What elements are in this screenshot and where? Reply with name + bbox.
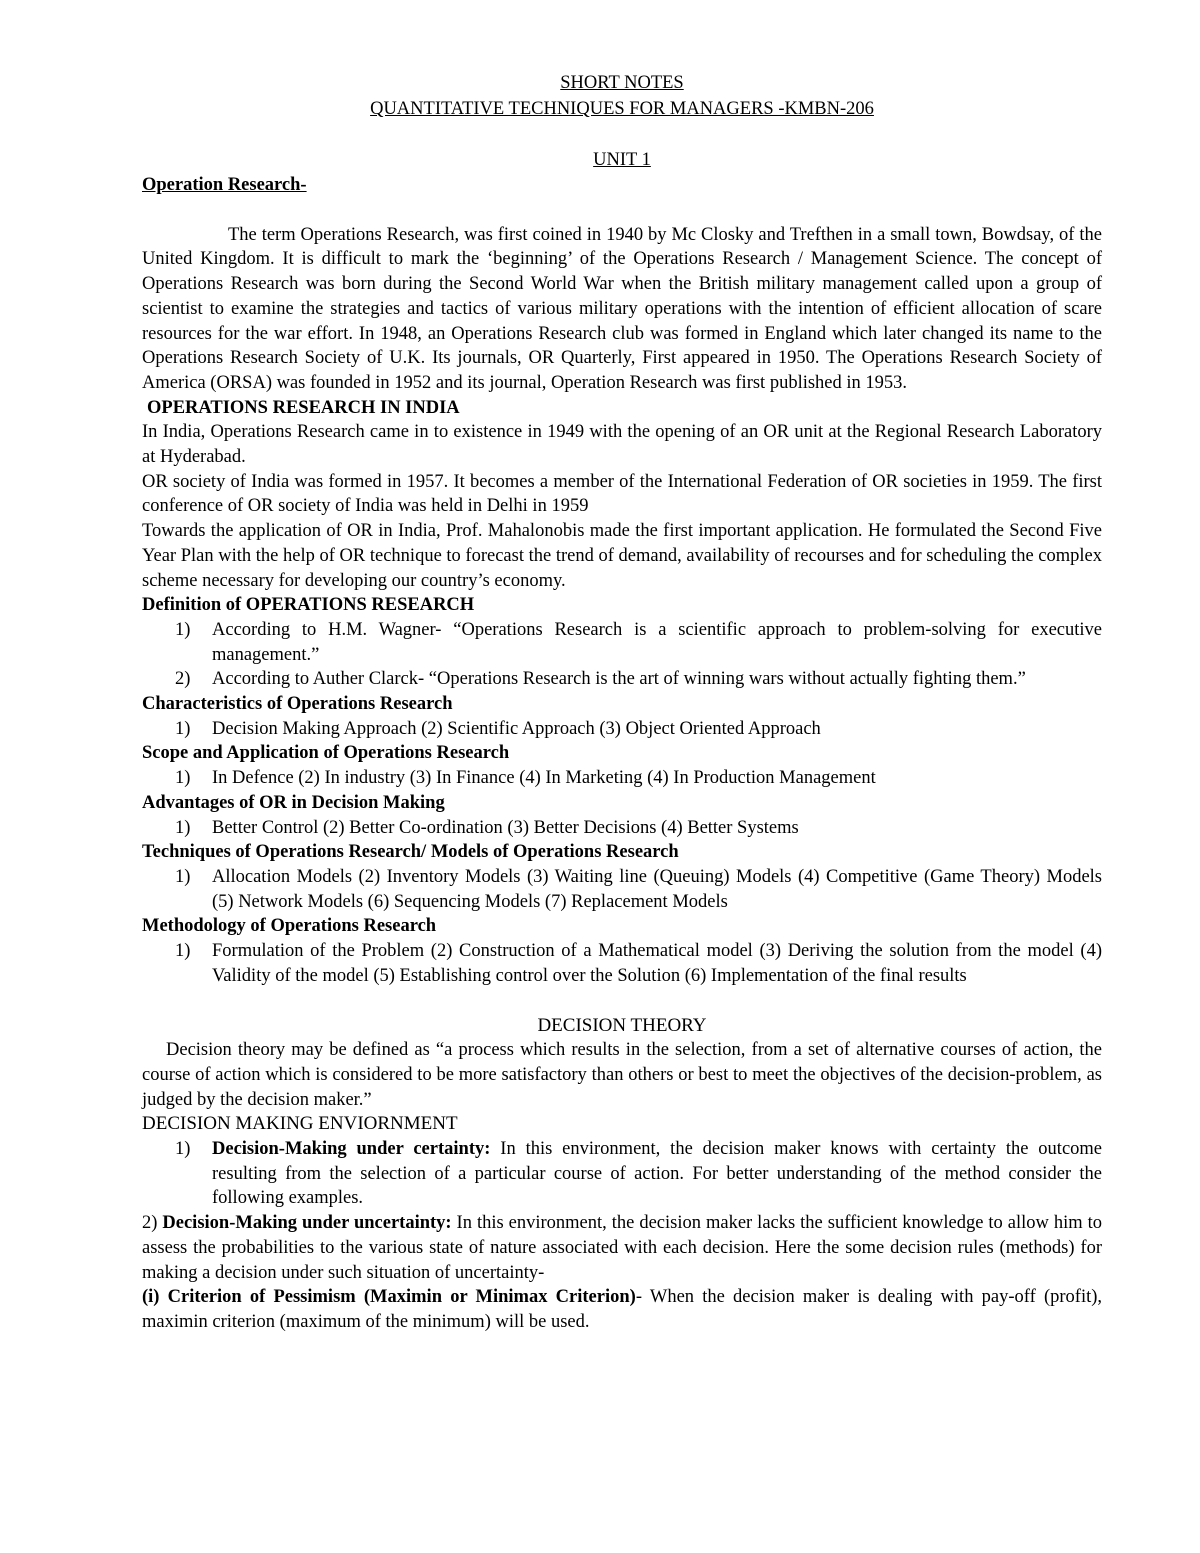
certainty-term: Decision-Making under certainty: (212, 1139, 491, 1160)
characteristics-heading: Characteristics of Operations Research (142, 694, 453, 715)
india-paragraph-2: OR society of India was formed in 1957. It becomes a member of the International Federation of OR societies in 1959. The first conference of OR society of India was held in Delhi in 1959 (142, 471, 1102, 517)
list-number: 1) (175, 1139, 191, 1160)
unit-heading: UNIT 1 (593, 150, 651, 170)
pessimism-term: (i) Criterion of Pessimism (Maximin or Minimax Criterion) (142, 1287, 636, 1308)
list-item (142, 816, 1102, 841)
list-text: Decision Making Approach (2) Scientific Approach (3) Object Oriented Approach (212, 718, 821, 739)
or-heading: Operation Research- (142, 175, 307, 195)
list-text: Allocation Models (2) Inventory Models (3) Waiting line (Queuing) Models (4) Competitive (Game Theory) Models (5) Network Models (6) Sequencing Models (7) Replacement Models (212, 866, 1102, 912)
doc-subtitle: QUANTITATIVE TECHNIQUES FOR MANAGERS -KMBN-206 (370, 99, 874, 119)
methodology-list (142, 939, 1102, 988)
uncertainty-term: Decision-Making under uncertainty: (162, 1213, 452, 1234)
scope-heading: Scope and Application of Operations Research (142, 743, 510, 764)
certainty-text: In this environment, the decision maker knows with certainty the outcome resulting from the selection of a particular course of action. For better understanding of the method consider the following examples. (212, 1139, 1103, 1209)
list-number: 1) (175, 866, 191, 887)
techniques-list (142, 865, 1102, 914)
list-text: According to H.M. Wagner- “Operations Research is a scientific approach to problem-solving for executive management.” (212, 619, 1102, 665)
definition-list (142, 618, 1102, 692)
methodology-heading: Methodology of Operations Research (142, 916, 437, 937)
or-paragraph: The term Operations Research, was first coined in 1940 by Mc Closky and Trefthen in a small town, Bowdsay, of the United Kingdom. It is difficult to mark the ‘beginning’ of the Operations Research / Management Science. The concept of Operations Research was born during the Second World War when the British military management called upon a group of scientist to examine the strategies and tactics of various military operations with the intention of efficient allocation of scare resources for the war effort. In 1948, an Operations Research club was formed in England which later changed its name to the Operations Research Society of U.K. Its journals, OR Quarterly, First appeared in 1950. The Operations Research Society of America (ORSA) was founded in 1952 and its journal, Operation Research was first published in 1953. (142, 224, 1102, 393)
india-paragraph-1: In India, Operations Research came in to existence in 1949 with the opening of an OR unit at the Regional Research Laboratory at Hyderabad. (142, 422, 1102, 468)
list-number: 1) (175, 941, 191, 962)
uncertainty-number: 2) (142, 1213, 163, 1234)
list-item (142, 667, 1102, 692)
list-item (142, 618, 1102, 667)
techniques-heading: Techniques of Operations Research/ Models of Operations Research (142, 842, 679, 863)
list-text: According to Auther Clarck- “Operations Research is the art of winning wars without actually fighting them.” (212, 669, 1026, 690)
list-number: 1) (175, 768, 191, 789)
advantages-list (142, 816, 1102, 841)
decision-environment-list (142, 1137, 1102, 1211)
list-text: In Defence (2) In industry (3) In Finance (4) In Marketing (4) In Production Management (212, 768, 876, 789)
uncertainty-text: In this environment, the decision maker lacks the sufficient knowledge to allow him to assess the probabilities to the various state of nature associated with each decision. Here the some decision rules (methods) for making a decision under such situation of uncertainty- (142, 1213, 1102, 1283)
list-item (142, 1137, 1102, 1211)
list-number: 1) (175, 619, 191, 640)
decision-environment-heading: DECISION MAKING ENVIORNMENT (142, 1113, 458, 1135)
pessimism-paragraph (142, 1285, 1102, 1334)
decision-theory-heading: DECISION THEORY (537, 1014, 707, 1036)
characteristics-list (142, 717, 1102, 742)
india-heading: OPERATIONS RESEARCH IN INDIA (147, 397, 460, 418)
list-item (142, 939, 1102, 988)
definition-heading: Definition of OPERATIONS RESEARCH (142, 595, 475, 616)
list-number: 2) (175, 669, 191, 690)
pessimism-text: - When the decision maker is dealing with pay-off (profit), maximin criterion (maximum of the minimum) will be used. (142, 1287, 1103, 1332)
list-text: Better Control (2) Better Co-ordination (3) Better Decisions (4) Better Systems (212, 817, 799, 838)
decision-theory-paragraph: Decision theory may be defined as “a process which results in the selection, from a set of alternative courses of action, the course of action which is considered to be more satisfactory than others or best to meet the objectives of the decision-problem, as judged by the decision maker.” (142, 1040, 1102, 1110)
uncertainty-paragraph (142, 1211, 1102, 1285)
doc-title: SHORT NOTES (560, 73, 684, 93)
india-paragraph-3: Towards the application of OR in India, Prof. Mahalonobis made the first important application. He formulated the Second Five Year Plan with the help of OR technique to forecast the trend of demand, availability of recourses and for scheduling the complex scheme necessary for developing our country’s economy. (142, 521, 1102, 591)
list-item (142, 865, 1102, 914)
list-text: Formulation of the Problem (2) Construction of a Mathematical model (3) Deriving the solution from the model (4) Validity of the model (5) Establishing control over the Solution (6) Implementation of the final results (212, 941, 1102, 986)
list-number: 1) (175, 817, 191, 838)
advantages-heading: Advantages of OR in Decision Making (142, 792, 445, 813)
list-item (142, 766, 1102, 791)
scope-list (142, 766, 1102, 791)
list-number: 1) (175, 718, 191, 739)
list-text (212, 1137, 1102, 1211)
list-item (142, 717, 1102, 742)
